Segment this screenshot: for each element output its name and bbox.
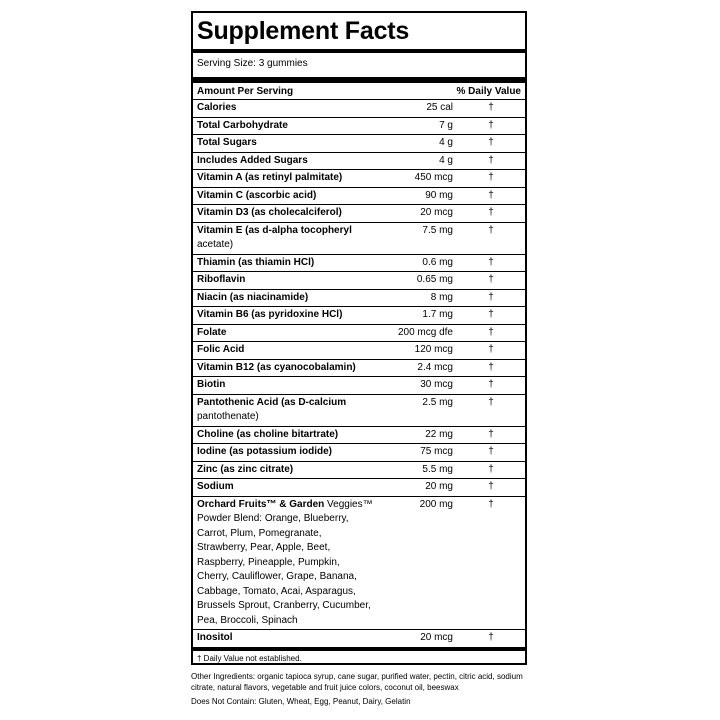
nutrient-daily-value: †: [488, 207, 494, 218]
nutrient-name: [197, 206, 373, 221]
nutrient-name: [197, 136, 373, 151]
nutrient-row: [193, 117, 525, 135]
nutrient-amount: 7.5 mg: [422, 224, 453, 236]
nutrient-name: [197, 498, 373, 629]
nutrient-name: [197, 101, 373, 116]
nutrient-daily-value: †: [488, 446, 494, 457]
nutrient-daily-value: †: [488, 189, 494, 201]
other-ingredients: Other Ingredients: organic tapioca syrup, cane sugar, purified water, pectin, citric acid, sodium citrate, natural flavors, vegetable and fruit juice colors, coconut oil, beeswax: [191, 672, 523, 692]
nutrient-name-bold: Thiamin (as thiamin HCl): [197, 256, 315, 268]
nutrient-amount: 20 mg: [425, 481, 453, 492]
nutrient-row: [193, 271, 525, 289]
nutrient-daily-value: †: [488, 172, 494, 183]
amount-per-serving-header: Amount Per Serving: [197, 86, 294, 97]
nutrient-amount: 25 cal: [426, 102, 453, 113]
nutrient-row: [193, 222, 525, 254]
nutrient-daily-value: †: [488, 344, 494, 355]
nutrient-amount: 20 mcg: [420, 632, 453, 643]
nutrient-name-bold: Vitamin C (ascorbic acid): [197, 189, 317, 201]
nutrient-name: [197, 189, 373, 204]
nutrient-daily-value: †: [488, 396, 494, 408]
nutrient-name: [197, 326, 373, 341]
nutrient-name-detail: pantothenate): [197, 411, 259, 422]
nutrient-amount: 200 mg: [419, 498, 453, 510]
nutrient-row: [193, 496, 525, 630]
nutrient-name-bold: Biotin: [197, 379, 226, 390]
nutrient-row: [193, 341, 525, 359]
nutrient-name-bold: Iodine (as potassium iodide): [197, 446, 333, 457]
nutrient-name-bold: Vitamin A (as retinyl palmitate): [197, 172, 343, 183]
nutrient-daily-value: †: [488, 291, 494, 303]
nutrient-name: [197, 273, 373, 288]
table-header: [193, 77, 525, 99]
nutrient-name-detail: acetate): [197, 239, 234, 250]
nutrient-row: [193, 204, 525, 222]
nutrient-row: [193, 629, 525, 647]
nutrient-row: [193, 152, 525, 170]
nutrient-name-bold: Pantothenic Acid (as D-calcium: [197, 396, 347, 408]
nutrient-daily-value: †: [488, 309, 494, 320]
nutrient-amount: 450 mcg: [414, 172, 453, 183]
nutrient-amount: 2.4 mcg: [417, 361, 453, 373]
nutrient-name: [197, 480, 373, 495]
nutrient-daily-value: †: [488, 224, 494, 236]
nutrient-row: [193, 289, 525, 307]
nutrient-name: [197, 256, 373, 271]
nutrient-row: [193, 169, 525, 187]
nutrient-name: [197, 343, 373, 358]
serving-size: Serving Size: 3 gummies: [193, 49, 525, 77]
nutrient-daily-value: †: [488, 463, 494, 475]
nutrient-amount: 2.5 mg: [422, 396, 453, 408]
nutrient-name-bold: Orchard Fruits™ & Garden: [197, 498, 325, 510]
nutrient-row: [193, 306, 525, 324]
nutrient-amount: 200 mcg dfe: [397, 326, 453, 338]
nutrient-name-bold: Vitamin B6 (as pyridoxine HCl): [197, 309, 343, 320]
nutrient-row: [193, 187, 525, 205]
nutrient-amount: 20 mcg: [420, 207, 453, 218]
nutrient-amount: 30 mcg: [420, 379, 453, 390]
panel-title: Supplement Facts: [197, 17, 410, 45]
nutrient-name: [197, 445, 373, 460]
nutrient-amount: 5.5 mg: [422, 463, 453, 475]
nutrient-name: [197, 291, 373, 306]
nutrient-name: [197, 361, 373, 376]
nutrient-amount: 120 mcg: [414, 344, 453, 355]
nutrient-name: [197, 428, 373, 443]
nutrient-amount: 7 g: [439, 119, 453, 131]
nutrient-name-bold: Vitamin E (as d-alpha tocopheryl: [197, 224, 352, 236]
nutrient-name-detail: Veggies™ Powder Blend: Orange, Blueberry, Carrot, Plum, Pomegranate, Strawberry, Pear, Apple, Beet, Raspberry, Pineapple, Pumpkin, Cherry, Cauliflower, Grape, Banana, Cabbage, Tomato, Acai, Asparagus, Brussels Sprout, Cranberry, Cucumber, Pea, Broccoli, Spinach: [197, 498, 373, 626]
nutrient-name: [197, 631, 373, 646]
nutrient-amount: 0.6 mg: [422, 256, 453, 268]
nutrient-daily-value: †: [488, 256, 494, 268]
nutrient-row: [193, 394, 525, 426]
nutrient-name-bold: Includes Added Sugars: [197, 154, 308, 166]
nutrient-daily-value: †: [488, 102, 494, 113]
nutrient-daily-value: †: [488, 632, 494, 643]
nutrient-name: [197, 119, 373, 134]
nutrient-name: [197, 463, 373, 478]
nutrient-name: [197, 171, 373, 186]
supplement-facts-panel: [191, 11, 527, 665]
nutrient-daily-value: †: [488, 498, 494, 510]
nutrient-name-bold: Total Carbohydrate: [197, 119, 288, 131]
nutrient-row: [193, 359, 525, 377]
nutrient-amount: 90 mg: [425, 189, 453, 201]
nutrient-row: [193, 254, 525, 272]
nutrient-name-bold: Vitamin D3 (as cholecalciferol): [197, 207, 342, 218]
nutrient-name-bold: Choline (as choline bitartrate): [197, 428, 339, 440]
nutrient-row: [193, 134, 525, 152]
nutrient-row: [193, 99, 525, 117]
footnote: † Daily Value not established.: [193, 647, 525, 667]
nutrient-row: [193, 324, 525, 342]
nutrient-amount: 22 mg: [425, 428, 453, 440]
nutrient-table: [193, 99, 525, 647]
nutrient-name: [197, 378, 373, 393]
nutrient-daily-value: †: [488, 428, 494, 440]
nutrient-daily-value: †: [488, 137, 494, 148]
nutrient-amount: 0.65 mg: [416, 274, 453, 285]
nutrient-name-bold: Sodium: [197, 481, 234, 492]
nutrient-amount: 4 g: [439, 137, 453, 148]
nutrient-daily-value: †: [488, 326, 494, 338]
nutrient-row: [193, 376, 525, 394]
nutrient-row: [193, 443, 525, 461]
nutrient-daily-value: †: [488, 481, 494, 492]
nutrient-name-bold: Zinc (as zinc citrate): [197, 463, 294, 475]
nutrient-row: [193, 461, 525, 479]
nutrient-amount: 4 g: [439, 154, 453, 166]
nutrient-name: [197, 308, 373, 323]
nutrient-name-bold: Total Sugars: [197, 137, 257, 148]
nutrient-name-bold: Vitamin B12 (as cyanocobalamin): [197, 361, 356, 373]
nutrient-row: [193, 478, 525, 496]
nutrient-name-bold: Riboflavin: [197, 274, 246, 285]
nutrient-daily-value: †: [488, 119, 494, 131]
ingredients-section: [191, 672, 527, 708]
nutrient-name: [197, 154, 373, 169]
nutrient-amount: 1.7 mg: [422, 309, 453, 320]
daily-value-header: % Daily Value: [456, 86, 521, 97]
nutrient-name-bold: Folic Acid: [197, 344, 245, 355]
nutrient-name: [197, 396, 373, 425]
nutrient-daily-value: †: [488, 154, 494, 166]
nutrient-daily-value: †: [488, 379, 494, 390]
nutrient-name-bold: Folate: [197, 326, 227, 338]
nutrient-daily-value: †: [488, 274, 494, 285]
nutrient-row: [193, 426, 525, 444]
nutrient-name: [197, 224, 373, 253]
nutrient-amount: 8 mg: [430, 291, 453, 303]
does-not-contain: Does Not Contain: Gluten, Wheat, Egg, Peanut, Dairy, Gelatin: [191, 697, 411, 706]
nutrient-name-bold: Calories: [197, 102, 237, 113]
nutrient-name-bold: Inositol: [197, 632, 233, 643]
nutrient-daily-value: †: [488, 361, 494, 373]
nutrient-name-bold: Niacin (as niacinamide): [197, 291, 309, 303]
nutrient-amount: 75 mcg: [420, 446, 453, 457]
